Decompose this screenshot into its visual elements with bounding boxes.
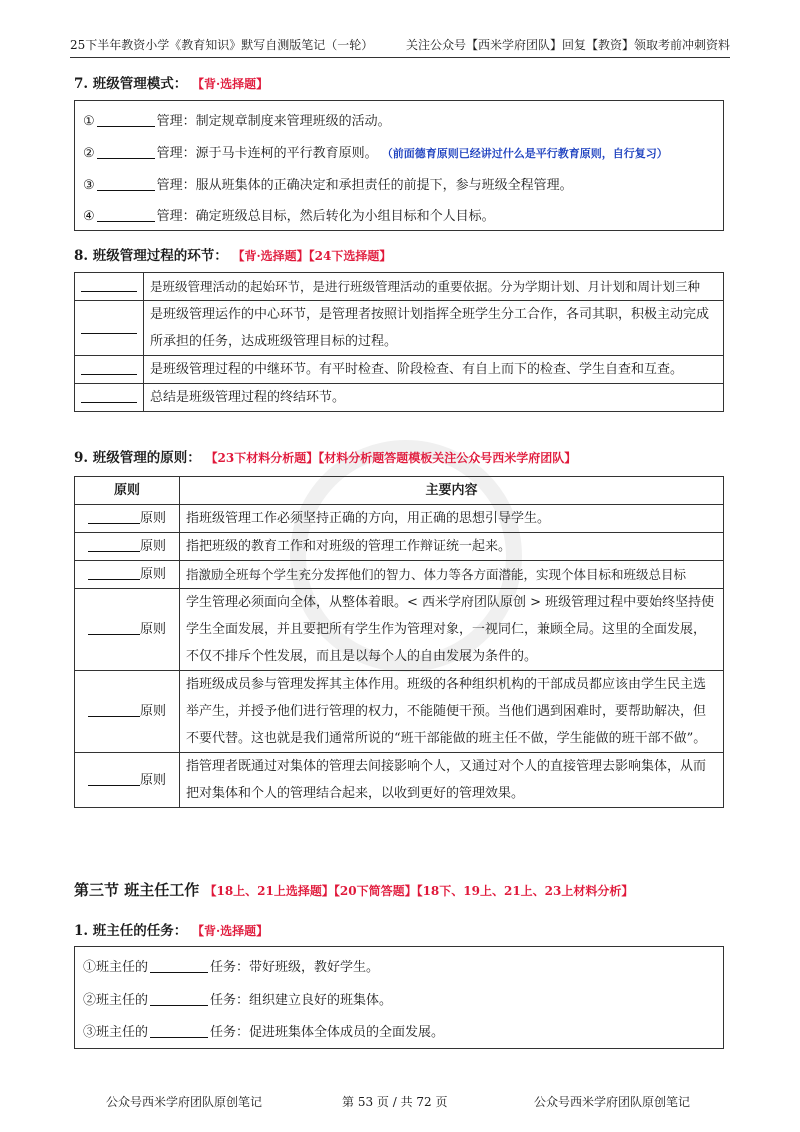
section-9-tag: 【23下材料分析题】【材料分析题答题模板关注公众号西米学府团队】 bbox=[205, 451, 577, 465]
table-row: 原则 指把班级的教育工作和对班级的管理工作辩证统一起来。 bbox=[75, 533, 724, 561]
fill-blank[interactable] bbox=[81, 364, 137, 375]
footer-right: 公众号西米学府团队原创笔记 bbox=[534, 1095, 691, 1109]
table-row: 是班级管理运作的中心环节，是管理者按照计划指挥全班学生分工合作，各司其职，积极主动完成所承担的任务，达成班级管理目标的过程。 bbox=[75, 301, 724, 356]
section-1-heading: 1. 班主任的任务： 【背·选择题】 bbox=[74, 923, 269, 939]
mode-line-3: ③ 管理：服从班集体的正确决定和承担责任的前提下，参与班级全程管理。 bbox=[83, 178, 573, 193]
fill-blank[interactable] bbox=[150, 962, 208, 973]
fill-blank[interactable] bbox=[150, 1027, 208, 1038]
fill-blank[interactable] bbox=[88, 541, 140, 552]
chapter-tag: 【18上、21上选择题】【20下简答题】【18下、19上、21上、23上材料分析】 bbox=[204, 884, 634, 898]
review-note: （前面德育原则已经讲过什么是平行教育原则，自行复习） bbox=[381, 147, 668, 160]
fill-blank[interactable] bbox=[97, 116, 155, 127]
table-header-row bbox=[75, 477, 724, 505]
table-row: 原则 指管理者既通过对集体的管理去间接影响个人，又通过对个人的直接管理去影响集体，从而把对集体和个人的管理结合起来，以收到更好的管理效果。 bbox=[75, 753, 724, 808]
task-line-1: ①班主任的 任务：带好班级，教好学生。 bbox=[83, 960, 380, 975]
fill-blank[interactable] bbox=[88, 775, 140, 786]
fill-blank[interactable] bbox=[81, 281, 137, 292]
header-right: 关注公众号【西米学府团队】回复【教资】领取考前冲刺资料 bbox=[405, 38, 730, 52]
table-row: 原则 学生管理必须面向全体，从整体着眼。< 西米学府团队原创 > 班级管理过程中要始终坚持使学生全面发展，并且要把所有学生作为管理对象，一视同仁，兼顾全局。这里的全面发展，不仅不排斥个性发展，而且是以每个人的自由发展为条件的。 bbox=[75, 589, 724, 671]
header-rule bbox=[70, 57, 730, 58]
fill-blank[interactable] bbox=[81, 392, 137, 403]
task-line-2: ②班主任的 任务：组织建立良好的班集体。 bbox=[83, 993, 393, 1008]
section-9-heading: 9. 班级管理的原则： 【23下材料分析题】【材料分析题答题模板关注公众号西米学府团队】 bbox=[74, 450, 577, 466]
section-7-heading: 7. 班级管理模式： 【背·选择题】 bbox=[74, 76, 269, 92]
mode-line-1: ① 管理：制定规章制度来管理班级的活动。 bbox=[83, 114, 391, 129]
process-table bbox=[74, 272, 724, 412]
section-8-tag: 【背·选择题】【24下选择题】 bbox=[232, 249, 392, 263]
table-row: 总结是班级管理过程的终结环节。 bbox=[75, 384, 724, 412]
principles-table bbox=[74, 476, 724, 808]
section-1-tag: 【背·选择题】 bbox=[192, 924, 269, 938]
section-7-box bbox=[74, 100, 724, 231]
table-row: 原则 指班级管理工作必须坚持正确的方向，用正确的思想引导学生。 bbox=[75, 505, 724, 533]
section-8-heading: 8. 班级管理过程的环节： 【背·选择题】【24下选择题】 bbox=[74, 248, 392, 264]
fill-blank[interactable] bbox=[97, 180, 155, 191]
footer-left: 公众号西米学府团队原创笔记 bbox=[106, 1095, 263, 1109]
task-line-3: ③班主任的 任务：促进班集体全体成员的全面发展。 bbox=[83, 1025, 445, 1040]
fill-blank[interactable] bbox=[88, 624, 140, 635]
fill-blank[interactable] bbox=[88, 706, 140, 717]
table-row: 原则 指激励全班每个学生充分发挥他们的智力、体力等各方面潜能，实现个体目标和班级总目标 bbox=[75, 561, 724, 589]
fill-blank[interactable] bbox=[97, 211, 155, 222]
fill-blank[interactable] bbox=[97, 148, 155, 159]
page-number: 第 53 页 / 共 72 页 bbox=[342, 1095, 448, 1109]
header-left: 25下半年教资小学《教育知识》默写自测版笔记（一轮） bbox=[70, 38, 374, 52]
fill-blank[interactable] bbox=[88, 513, 140, 524]
table-row: 是班级管理活动的起始环节，是进行班级管理活动的重要依据。分为学期计划、月计划和周计划三种 bbox=[75, 273, 724, 301]
page-header bbox=[70, 36, 730, 56]
fill-blank[interactable] bbox=[81, 323, 137, 334]
fill-blank[interactable] bbox=[88, 569, 140, 580]
fill-blank[interactable] bbox=[150, 995, 208, 1006]
col-header-principle: 原则 bbox=[75, 477, 180, 505]
mode-line-2: ② 管理：源于马卡连柯的平行教育原则。 （前面德育原则已经讲过什么是平行教育原则，自行复习） bbox=[83, 146, 668, 161]
section-7-tag: 【背·选择题】 bbox=[192, 77, 269, 91]
mode-line-4: ④ 管理：确定班级总目标，然后转化为小组目标和个人目标。 bbox=[83, 209, 495, 224]
section-1-box bbox=[74, 946, 724, 1049]
chapter-heading: 第三节 班主任工作 【18上、21上选择题】【20下简答题】【18下、19上、21上、23上材料分析】 bbox=[74, 881, 634, 899]
col-header-content: 主要内容 bbox=[180, 477, 724, 505]
table-row: 原则 指班级成员参与管理发挥其主体作用。班级的各种组织机构的干部成员都应该由学生民主选举产生，并授予他们进行管理的权力，不能随便干预。当他们遇到困难时，要帮助解决，但不要代替。这也就是我们通常所说的“班干部能做的班主任不做，学生能做的班干部不做”。 bbox=[75, 671, 724, 753]
table-row: 是班级管理过程的中继环节。有平时检查、阶段检查、有自上而下的检查、学生自查和互查。 bbox=[75, 356, 724, 384]
